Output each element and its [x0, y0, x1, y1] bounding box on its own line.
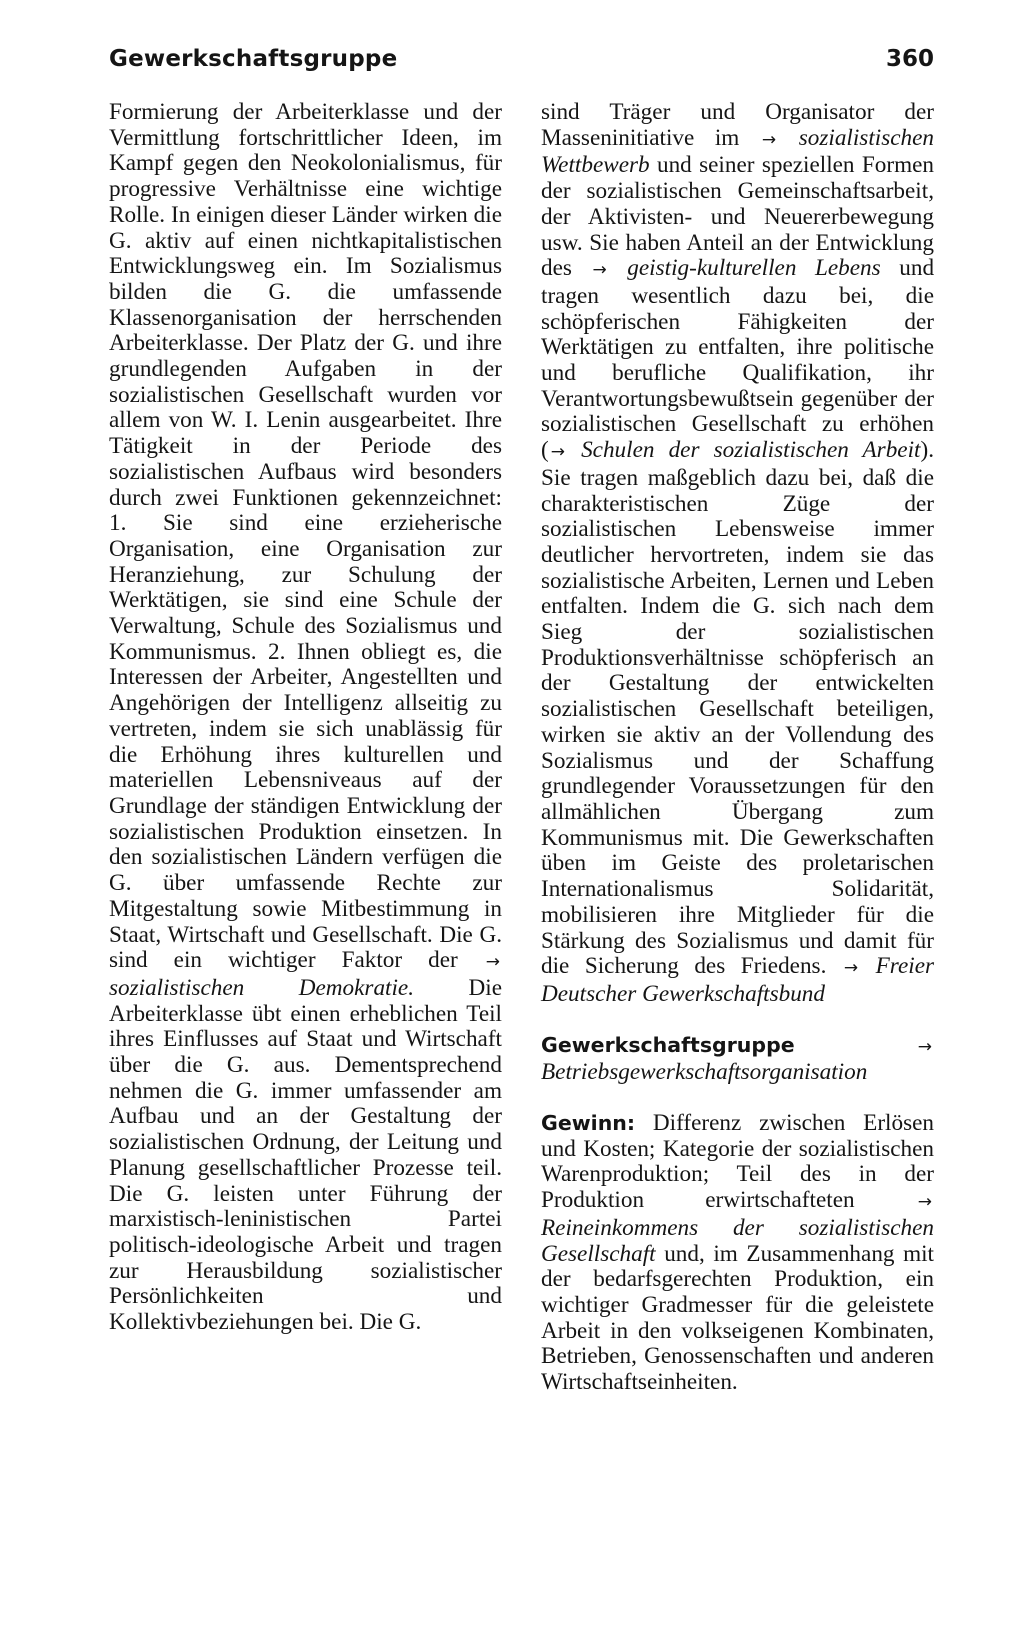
cross-reference: Reineinkommens der sozialistischen Gesellschaft [541, 1214, 934, 1267]
cross-reference: Betriebsgewerkschaftsorganisation [541, 1059, 868, 1086]
cross-reference-arrow-icon: → [917, 1192, 932, 1213]
dictionary-entry [541, 1111, 934, 1396]
dictionary-entry [541, 1033, 934, 1086]
body-text: Differenz zwischen Erlösen und Kosten; Kategorie der sozialistischen Warenproduktion; Teil des in der Produktion erwirtschafteten [541, 1110, 934, 1214]
body-text: Formierung der Arbeiterklasse und der Vermittlung fortschrittlicher Ideen, im Kampf gegen den Neokolonialismus, für progressive Verhältnisse eine wichtige Rolle. In einigen dieser Länder wirken die G. aktiv auf einen nichtkapitalistischen Entwicklungsweg ein. Im Sozialismus bilden die G. die umfassende Klassenorganisation der herrschenden Arbeiterklasse. Der Platz der G. und ihre grundlegenden Aufgaben in der sozialistischen Gesellschaft wurden vor allem von W. I. Lenin ausgearbeitet. Ihre Tätigkeit in der Periode des sozialistischen Aufbaus wird besonders durch zwei Funktionen gekennzeichnet: 1. Sie sind eine erzieherische Organisation, eine Organisation zur Heranziehung, zur Schulung der Werktätigen, sie sind eine Schule der Verwaltung, Schule des Sozialismus und Kommunismus. 2. Ihnen obliegt es, die Interessen der Arbeiter, Angestellten und Angehörigen der Intelligenz allseitig zu vertreten, indem sie sich unablässig für die Erhöhung ihres kulturellen und materiellen Lebensniveaus auf der Grundlage der ständigen Entwicklung der sozialistischen Produktion einsetzen. In den sozialistischen Ländern verfügen die G. über umfassende Rechte zur Mitgestaltung sowie Mitbestimmung in Staat, Wirtschaft und Gesellschaft. Die G. sind ein wichtiger Faktor der [109, 99, 502, 974]
cross-reference: sozialistischen Wettbewerb [541, 124, 934, 179]
body-text: sind Träger und Organisator der Masseninitiative im [541, 99, 934, 151]
cross-reference-arrow-icon: → [485, 952, 500, 973]
body-text: und seiner speziellen Formen der sozialistischen Gemeinschaftsarbeit, der Aktivisten- und Neuererbewegung usw. Sie haben Anteil an der Entwicklung des [541, 152, 935, 282]
body-text: und tragen wesentlich dazu bei, die schöpferischen Fähigkeiten der Werktätigen zu entfalten, ihre politische und berufliche Qualifikation, ihr Verantwortungsbewußtsein gegenüber der sozialistischen Gesellschaft zu erhöhen ( [541, 255, 935, 464]
body-text: Die Arbeiterklasse übt einen erheblichen Teil ihres Einflusses auf Staat und Wirtschaft über die G. aus. Dementsprechend nehmen die G. immer umfassender am Aufbau und an der Gestaltung der sozialistischen Ordnung, der Leitung und Planung gesellschaftlicher Prozesse teil. Die G. leisten unter Führung der marxistisch-leninistischen Partei politisch-ideologische Arbeit und tragen zur Herausbildung sozialistischer Persönlichkeiten und Kollektivbeziehungen bei. Die G. [109, 974, 502, 1336]
cross-reference-arrow-icon: → [550, 442, 565, 463]
cross-reference-arrow-icon: → [843, 958, 859, 979]
right-column [541, 100, 934, 1396]
cross-reference-arrow-icon: → [592, 260, 607, 281]
cross-reference: Freier Deutscher Gewerkschaftsbund [541, 953, 935, 1007]
cross-reference: sozialistischen Demokratie. [109, 974, 415, 1001]
entry-lemma: Gewinn: [541, 1111, 636, 1136]
entry-lemma: Gewerkschaftsgruppe [541, 1032, 795, 1057]
cross-reference: geistig-kulturellen Lebens [627, 255, 881, 282]
body-text: ). Sie tragen maßgeblich dazu bei, daß die charakteristischen Züge der sozialistischen Lebensweise immer deutlicher hervortreten, indem sie das sozialistische Arbeiten, Lernen und Leben entfalten. Indem die G. sich nach dem Sieg der sozialistischen Produktionsverhältnisse schöpferisch an der Gestaltung der entwickelten sozialistischen Gesellschaft beteiligen, wirken sie aktiv an der Vollendung des Sozialismus und der Schaffung grundlegender Voraussetzungen für den allmählichen Übergang zum Kommunismus mit. Die Gewerkschaften üben im Geiste des proletarischen Internationalismus Solidarität, mobilisieren ihre Mitglieder für die Stärkung des Sozialismus und damit für die Sicherung des Friedens. [541, 437, 934, 980]
body-text: und, im Zusammenhang mit der bedarfsgerechten Produktion, ein wichtiger Gradmesser für die geleistete Arbeit in den volkseigenen Kombinaten, Betrieben, Genossenschaften und anderen Wirtschaftseinheiten. [541, 1240, 934, 1396]
cross-reference-arrow-icon: → [917, 1036, 932, 1057]
running-head: Gewerkschaftsgruppe [109, 46, 398, 72]
left-column [109, 100, 502, 1336]
cross-reference: Schulen der sozialistischen Arbeit [581, 437, 921, 464]
page-header [109, 46, 934, 82]
cross-reference-arrow-icon: → [761, 129, 777, 150]
left-column-paragraph [109, 100, 502, 1336]
right-column-paragraph [541, 100, 934, 1008]
page-number: 360 [885, 46, 934, 72]
